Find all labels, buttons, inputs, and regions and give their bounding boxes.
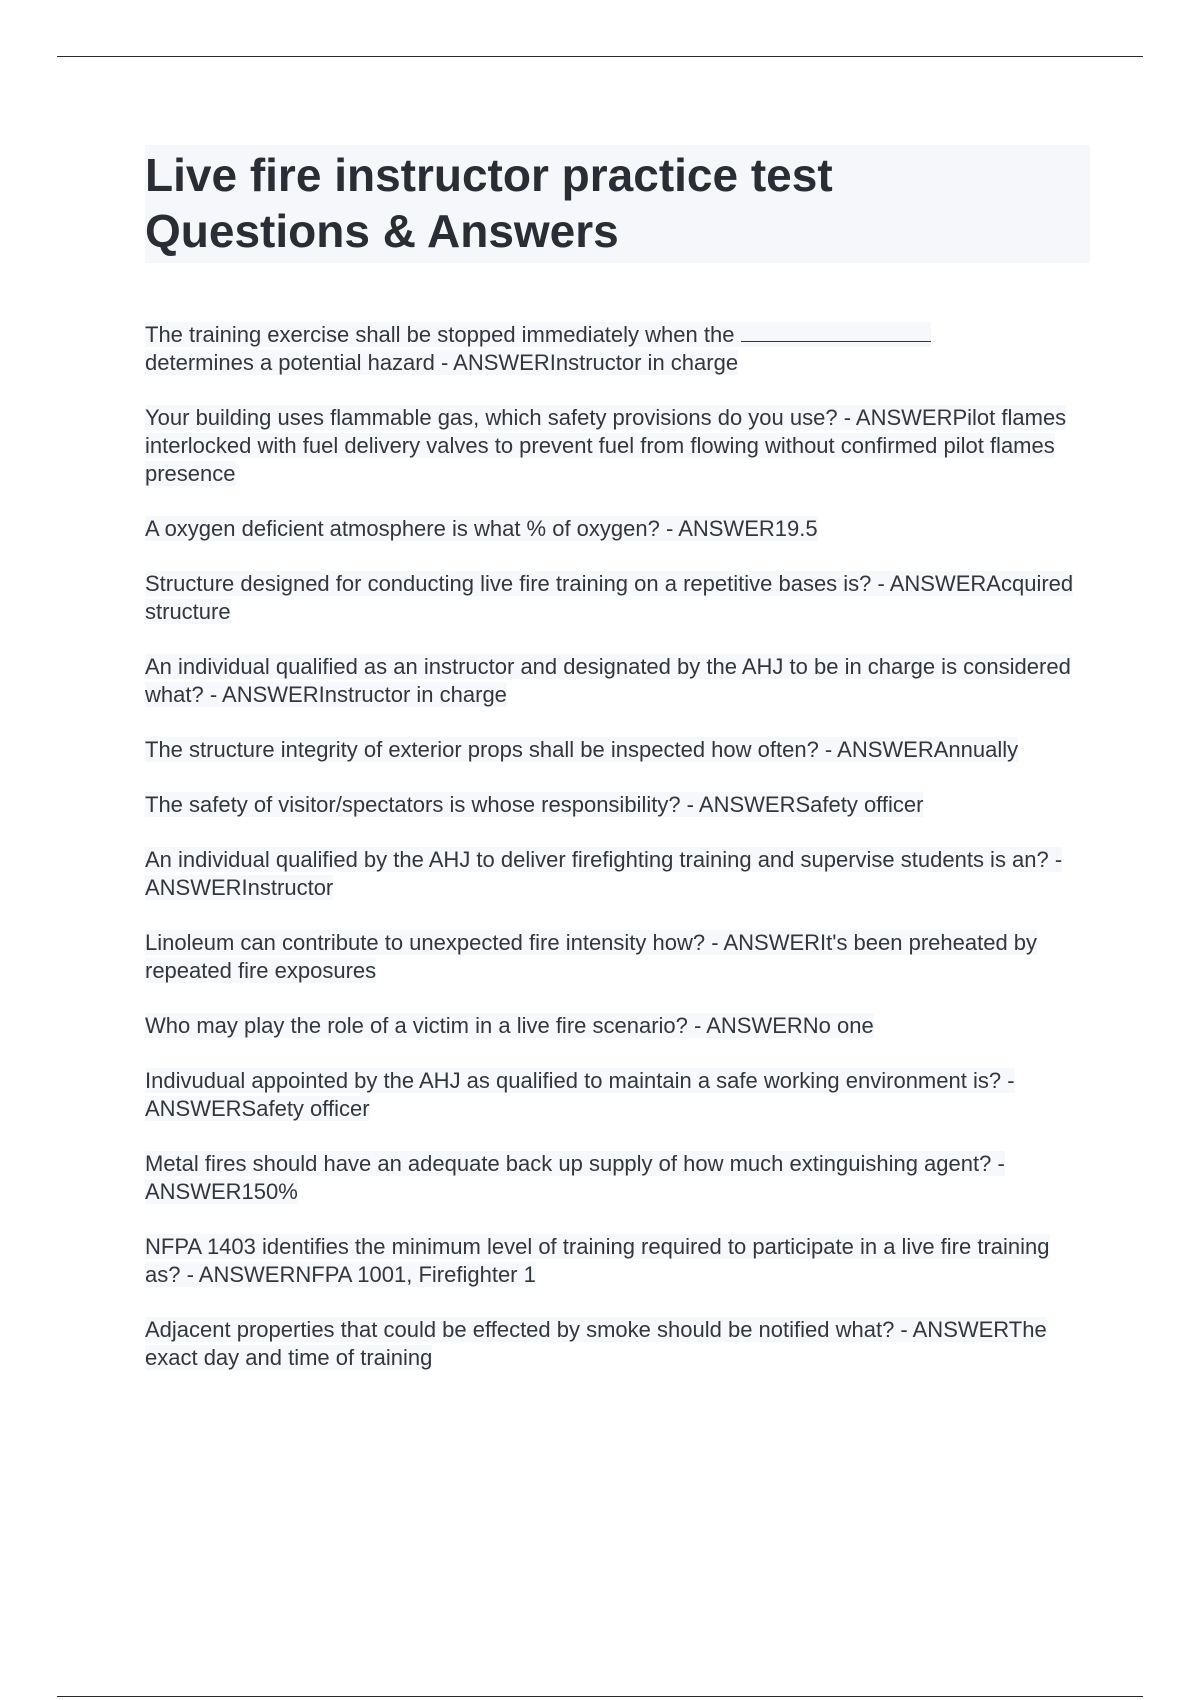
title-line-1: Live fire instructor practice test [145,149,833,201]
qa-item [145,404,1090,488]
qa-item [145,653,1090,709]
qa-text: A oxygen deficient atmosphere is what % of oxygen? - ANSWER19.5 [145,516,818,541]
qa-text: An individual qualified as an instructor and designated by the AHJ to be in charge is considered what? - ANSWERInstructor in charge [145,654,1071,707]
qa-item [145,1067,1090,1123]
qa-item [145,570,1090,626]
qa-text: The safety of visitor/spectators is whose responsibility? - ANSWERSafety officer [145,792,924,817]
qa-text: Linoleum can contribute to unexpected fire intensity how? - ANSWERIt's been preheated by repeated fire exposures [145,930,1038,983]
qa-item [145,515,1090,543]
qa-item [145,1316,1090,1372]
header-rule [57,56,1143,57]
qa-item [145,736,1090,764]
qa-text: Who may play the role of a victim in a live fire scenario? - ANSWERNo one [145,1013,874,1038]
answer-text: determines a potential hazard - ANSWERInstructor in charge [145,350,739,375]
title-line-2: Questions & Answers [145,205,619,257]
qa-text: Structure designed for conducting live fire training on a repetitive bases is? - ANSWERAcquired structure [145,571,1074,624]
qa-text: NFPA 1403 identifies the minimum level of training required to participate in a live fire training as? - ANSWERNFPA 1001, Firefighter 1 [145,1234,1050,1287]
qa-item [145,1150,1090,1206]
qa-item [145,321,1090,377]
fill-in-blank [741,323,931,342]
qa-item [145,1233,1090,1289]
qa-text: Your building uses flammable gas, which safety provisions do you use? - ANSWERPilot flames interlocked with fuel delivery valves to prevent fuel from flowing without confirmed pilot flames presence [145,405,1067,486]
qa-text: The structure integrity of exterior props shall be inspected how often? - ANSWERAnnually [145,737,1019,762]
qa-text: Adjacent properties that could be effected by smoke should be notified what? - ANSWERThe exact day and time of training [145,1317,1047,1370]
qa-text: Indivudual appointed by the AHJ as qualified to maintain a safe working environment is? - ANSWERSafety officer [145,1068,1015,1121]
document-body [145,145,1090,1399]
qa-item [145,791,1090,819]
qa-text: Metal fires should have an adequate back up supply of how much extinguishing agent? - ANSWER150% [145,1151,1005,1204]
qa-item [145,846,1090,902]
document-title [145,145,1090,263]
question-text: The training exercise shall be stopped immediately when the [145,322,735,347]
qa-text: An individual qualified by the AHJ to deliver firefighting training and supervise students is an? - ANSWERInstructor [145,847,1063,900]
qa-item [145,1012,1090,1040]
qa-item [145,929,1090,985]
footer-rule [57,1696,1143,1697]
